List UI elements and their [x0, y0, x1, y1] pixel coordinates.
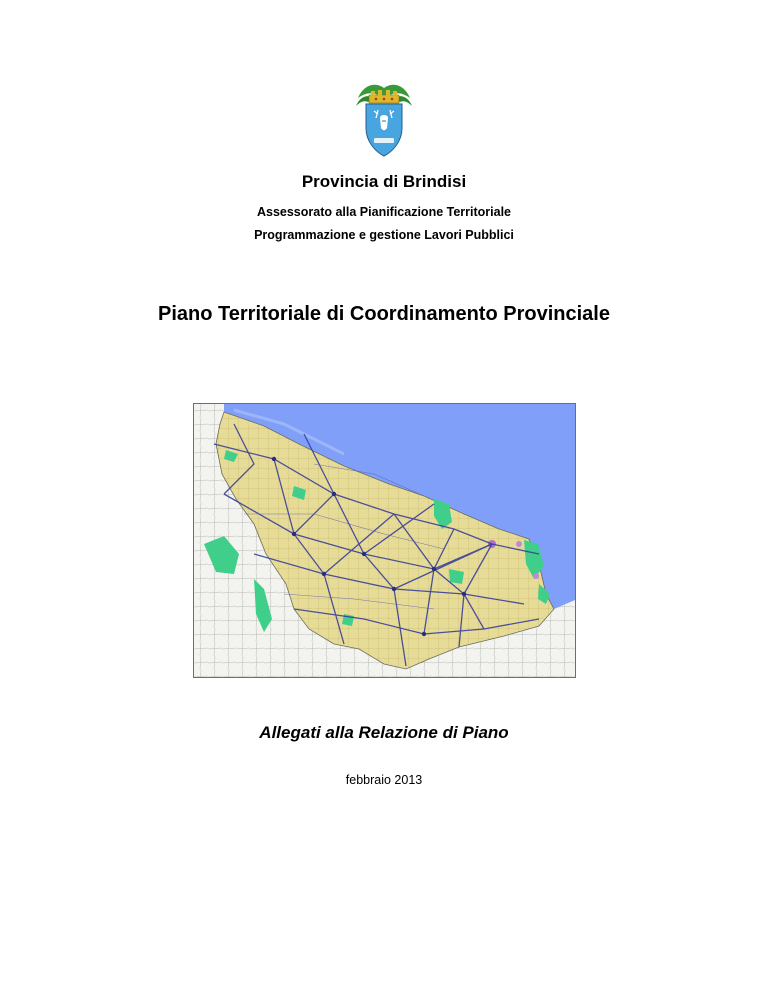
- annex-title: Allegati alla Relazione di Piano: [259, 723, 509, 742]
- province-name: Provincia di Brindisi: [301, 172, 467, 191]
- provincial-crest: [354, 80, 414, 158]
- department-line-2: Programmazione e gestione Lavori Pubblici: [254, 228, 514, 242]
- department-line-1: Assessorato alla Pianificazione Territoriale: [256, 205, 512, 219]
- plan-title: Piano Territoriale di Coordinamento Provinciale: [158, 303, 610, 325]
- territorial-map-icon: [194, 404, 575, 677]
- coat-of-arms-icon: [354, 80, 414, 158]
- publication-date: febbraio 2013: [345, 773, 423, 787]
- territorial-map: [193, 403, 576, 678]
